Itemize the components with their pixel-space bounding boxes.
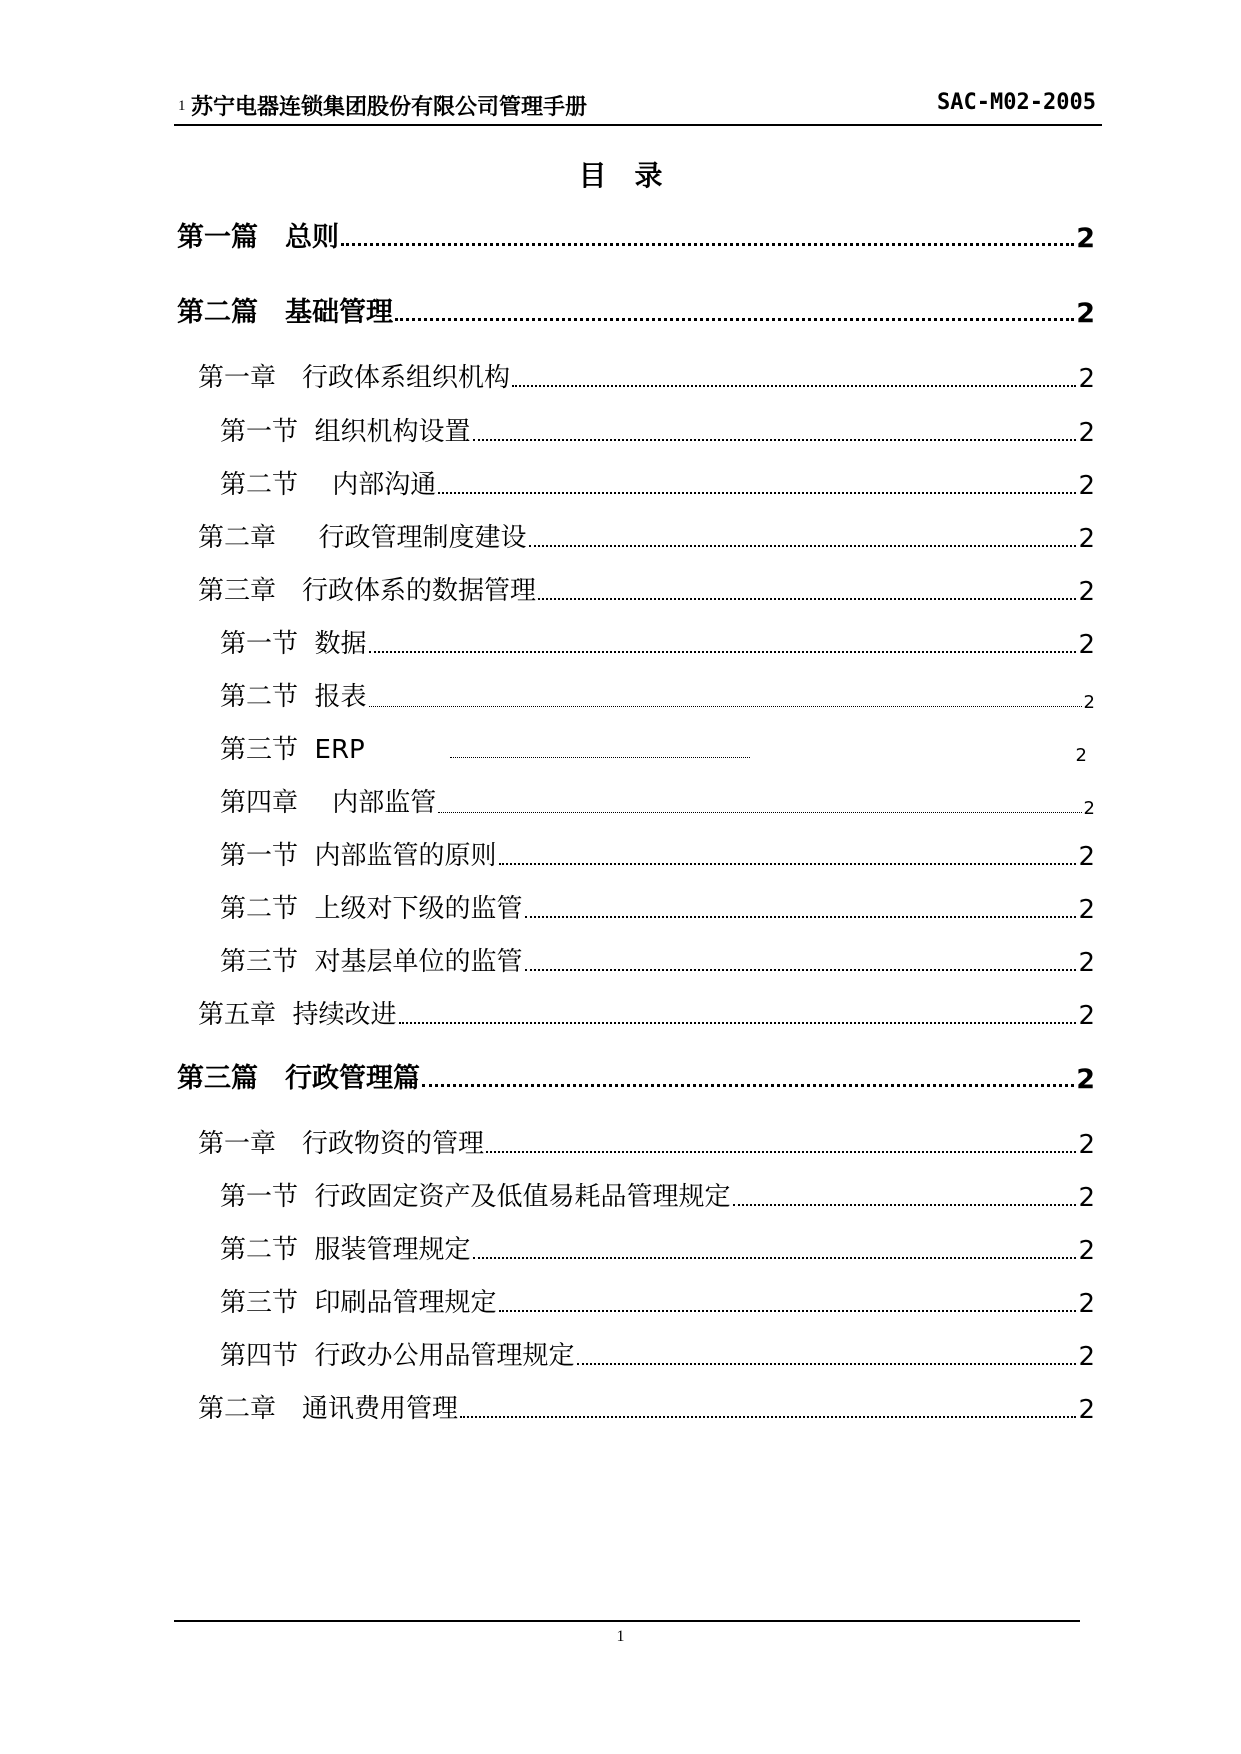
toc-entry-page: 2 xyxy=(1078,418,1095,448)
toc-entry-section[interactable] xyxy=(220,404,1095,448)
toc-entry-page: 2 xyxy=(1078,1289,1095,1319)
toc-entry-label: 第二章 行政管理制度建设 xyxy=(198,523,527,553)
toc-entry-label: 第二篇 基础管理 xyxy=(177,297,393,328)
toc-entry-page: 2 xyxy=(1078,1183,1095,1213)
toc-entry-page: 2 xyxy=(1078,630,1095,660)
toc-entry-part-2[interactable] xyxy=(177,285,1095,329)
toc-entry-page: 2 xyxy=(1078,948,1095,978)
toc-entry-page: 2 xyxy=(1078,895,1095,925)
toc-entry-label: 第一章 行政物资的管理 xyxy=(198,1129,485,1159)
dot-leader xyxy=(399,1022,1077,1024)
dot-leader xyxy=(733,1204,1077,1206)
header-title: 苏宁电器连锁集团股份有限公司管理手册 xyxy=(191,95,588,120)
dot-leader xyxy=(486,1151,1076,1153)
dot-leader xyxy=(450,757,750,758)
toc-entry-page: 2 xyxy=(1078,471,1095,501)
footer-page-number: 1 xyxy=(616,1628,625,1645)
toc-entry-page: 2 xyxy=(1083,692,1095,713)
toc-entry-label: 第一节 数据 xyxy=(220,629,367,659)
toc-entry-chapter[interactable] xyxy=(198,510,1095,554)
toc-entry-page: 2 xyxy=(1078,1395,1095,1425)
toc-entry-chapter[interactable] xyxy=(198,1116,1095,1160)
toc-entry-label: 第一章 行政体系组织机构 xyxy=(198,363,511,393)
dot-leader xyxy=(538,598,1076,600)
dot-leader xyxy=(369,651,1077,653)
dot-leader xyxy=(438,812,1081,813)
dot-leader xyxy=(395,318,1074,321)
header-document-code: SAC-M02-2005 xyxy=(937,90,1096,115)
toc-entry-label: 第三节 印刷品管理规定 xyxy=(220,1288,497,1318)
dot-leader xyxy=(422,1084,1074,1087)
toc-entry-label: 第二节 上级对下级的监管 xyxy=(220,894,523,924)
dot-leader xyxy=(577,1363,1077,1365)
toc-entry-label: 第三篇 行政管理篇 xyxy=(177,1063,420,1094)
toc-entry-page: 2 xyxy=(1078,1236,1095,1266)
toc-entry-label: 第一篇 总则 xyxy=(177,222,339,253)
toc-entry-section[interactable] xyxy=(220,1328,1095,1372)
toc-entry-label: 第一节 组织机构设置 xyxy=(220,417,471,447)
dot-leader xyxy=(369,706,1082,707)
dot-leader xyxy=(512,385,1076,387)
toc-entry-page: 2 xyxy=(1078,842,1095,872)
toc-entry-page: 2 xyxy=(1078,1342,1095,1372)
toc-entry-chapter[interactable] xyxy=(220,775,1095,819)
dot-leader xyxy=(460,1416,1076,1418)
toc-entry-section-erp[interactable] xyxy=(220,722,1095,766)
toc-entry-label: 第一节 行政固定资产及低值易耗品管理规定 xyxy=(220,1182,731,1212)
dot-leader xyxy=(525,916,1077,918)
toc-entry-section[interactable] xyxy=(220,1275,1095,1319)
toc-entry-label: 第四节 行政办公用品管理规定 xyxy=(220,1341,575,1371)
toc-entry-label: 第二节 内部沟通 xyxy=(220,470,437,500)
dot-leader xyxy=(525,969,1077,971)
toc-entry-section[interactable] xyxy=(220,934,1095,978)
toc-entry-chapter[interactable] xyxy=(198,350,1095,394)
toc-entry-page: 2 xyxy=(1076,298,1095,329)
toc-entry-page: 2 xyxy=(1078,1001,1095,1031)
dot-leader xyxy=(499,863,1077,865)
toc-entry-page: 2 xyxy=(1078,577,1095,607)
toc-entry-chapter[interactable] xyxy=(198,563,1095,607)
dot-leader xyxy=(473,1257,1077,1259)
toc-entry-label: 第三节 对基层单位的监管 xyxy=(220,947,523,977)
dot-leader xyxy=(341,243,1074,246)
toc-entry-label: 第五章 持续改进 xyxy=(198,1000,397,1030)
toc-entry-label: 第二章 通讯费用管理 xyxy=(198,1394,459,1424)
toc-entry-section[interactable] xyxy=(220,457,1095,501)
toc-entry-label: 第二节 服装管理规定 xyxy=(220,1235,471,1265)
toc-entry-chapter[interactable] xyxy=(198,987,1095,1031)
toc-entry-page: 2 xyxy=(1075,745,1087,766)
toc-entry-label: 第三节 ERP xyxy=(220,735,365,765)
toc-entry-page: 2 xyxy=(1083,798,1095,819)
toc-entry-label: 第二节 报表 xyxy=(220,682,367,712)
toc-entry-page: 2 xyxy=(1078,364,1095,394)
toc-entry-section[interactable] xyxy=(220,881,1095,925)
dot-leader xyxy=(473,439,1077,441)
toc-entry-section[interactable] xyxy=(220,1169,1095,1213)
toc-entry-section[interactable] xyxy=(220,828,1095,872)
toc-entry-page: 2 xyxy=(1078,524,1095,554)
toc-entry-label: 第一节 内部监管的原则 xyxy=(220,841,497,871)
dot-leader xyxy=(499,1310,1077,1312)
dot-leader xyxy=(438,492,1076,494)
toc-entry-part-3[interactable] xyxy=(177,1051,1095,1095)
toc-entry-label: 第三章 行政体系的数据管理 xyxy=(198,576,537,606)
toc-entry-chapter[interactable] xyxy=(198,1381,1095,1425)
header-page-number: 1 xyxy=(178,98,186,114)
toc-entry-section[interactable] xyxy=(220,1222,1095,1266)
toc-entry-section[interactable] xyxy=(220,616,1095,660)
footer-rule xyxy=(174,1620,1080,1622)
toc-entry-page: 2 xyxy=(1076,223,1095,254)
toc-heading: 目录 xyxy=(578,159,691,192)
toc-entry-section[interactable] xyxy=(220,669,1095,713)
toc-entry-part-1[interactable] xyxy=(177,210,1095,254)
toc-entry-label: 第四章 内部监管 xyxy=(220,788,437,818)
toc-entry-page: 2 xyxy=(1076,1064,1095,1095)
dot-leader xyxy=(529,545,1077,547)
toc-entry-page: 2 xyxy=(1078,1130,1095,1160)
